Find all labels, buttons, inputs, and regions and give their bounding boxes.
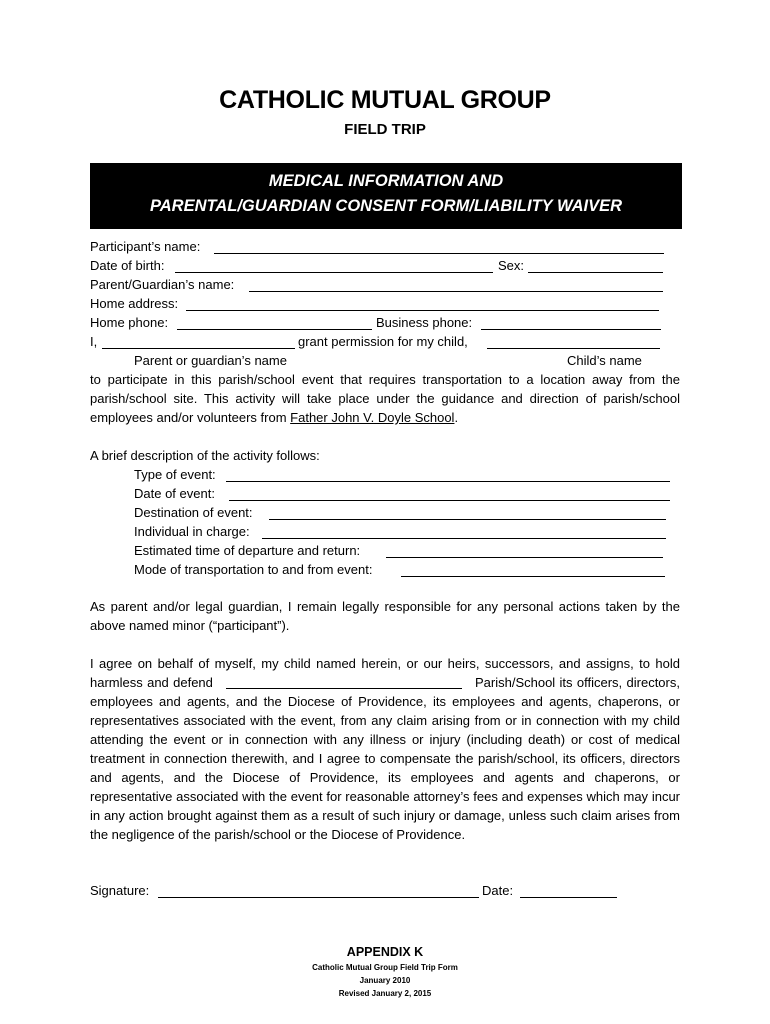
destination-field[interactable] [269,505,666,520]
individual-in-charge-label: Individual in charge: [134,524,250,539]
footer-revised: Revised January 2, 2015 [338,989,432,998]
parish-school-name-field[interactable] [226,675,462,689]
form-subtitle: FIELD TRIP [344,121,426,138]
agreement-text-start: I agree on behalf of myself, my child named herein, or our heirs, successors, and assigns, to hold harmless and defend [90,656,680,690]
date-of-event-field[interactable] [229,486,670,501]
consent-middle-text: grant permission for my child, [298,334,468,349]
child-name-field[interactable] [487,334,660,349]
signature-label: Signature: [90,883,150,898]
consent-paragraph-text: to participate in this parish/school event that requires transportation to a location away from the parish/school site. This activity will take place under the guidance and direction of parish/school employees and/or volunteers from [90,372,680,425]
responsibility-paragraph: As parent and/or legal guardian, I remain legally responsible for any personal actions taken by the above named minor (“participant”). [90,599,680,633]
transportation-field[interactable] [401,562,665,577]
parent-name-caption: Parent or guardian’s name [134,353,287,368]
type-of-event-label: Type of event: [134,467,216,482]
agreement-paragraph [90,654,680,844]
date-label: Date: [482,883,514,898]
agreement-text-rest: Parish/School its officers, directors, employees and agents, and the Diocese of Providence, its employees and agents, chaperons, or representatives associated with the event, from any claim arising from or in connection with my child attending the event or in connection with any illness or injury (including death) or cost of medical treatment in connection therewith, and I agree to compensate the parish/school, its officers, directors and agents, and the Diocese of Providence, its employees and agents and chaperons, or representative associated with the event for reasonable attorney’s fees and expenses which may incur in any action brought against them as a result of such injury or damage, unless such claim arises from the negligence of the parish/school or the Diocese of Providence. [90,675,680,842]
footer-form-name: Catholic Mutual Group Field Trip Form [312,963,458,972]
date-field[interactable] [520,883,617,898]
appendix-label: APPENDIX K [346,945,424,959]
activity-intro: A brief description of the activity follows: [90,448,320,463]
destination-label: Destination of event: [134,505,253,520]
date-of-birth-label: Date of birth: [90,258,165,273]
participant-name-label: Participant’s name: [90,239,201,254]
home-phone-field[interactable] [177,315,372,330]
form-title-banner [90,163,682,229]
business-phone-field[interactable] [481,315,661,330]
consent-paragraph [90,370,680,427]
school-name: Father John V. Doyle School [290,410,455,425]
banner-line-1: MEDICAL INFORMATION AND [268,172,504,190]
parent-consent-name-field[interactable] [102,334,295,349]
footer-date: January 2010 [359,976,411,985]
consent-paragraph-end: . [454,410,459,425]
participant-name-field[interactable] [214,239,664,254]
type-of-event-field[interactable] [226,467,670,482]
home-address-field[interactable] [186,296,659,311]
signature-field[interactable] [158,883,479,898]
banner-line-2: PARENTAL/GUARDIAN CONSENT FORM/LIABILITY WAIVER [149,197,623,215]
parent-guardian-name-field[interactable] [249,277,663,292]
business-phone-label: Business phone: [376,315,473,330]
sex-field[interactable] [528,258,663,273]
departure-return-label: Estimated time of departure and return: [134,543,361,558]
organization-title: CATHOLIC MUTUAL GROUP [219,86,551,114]
parent-guardian-name-label: Parent/Guardian’s name: [90,277,235,292]
consent-prefix: I, [90,334,98,349]
transportation-label: Mode of transportation to and from event: [134,562,373,577]
sex-label: Sex: [498,258,525,273]
home-phone-label: Home phone: [90,315,169,330]
departure-return-field[interactable] [386,543,663,558]
date-of-event-label: Date of event: [134,486,215,501]
date-of-birth-field[interactable] [175,258,493,273]
individual-in-charge-field[interactable] [262,524,666,539]
child-name-caption: Child’s name [567,353,642,368]
home-address-label: Home address: [90,296,179,311]
